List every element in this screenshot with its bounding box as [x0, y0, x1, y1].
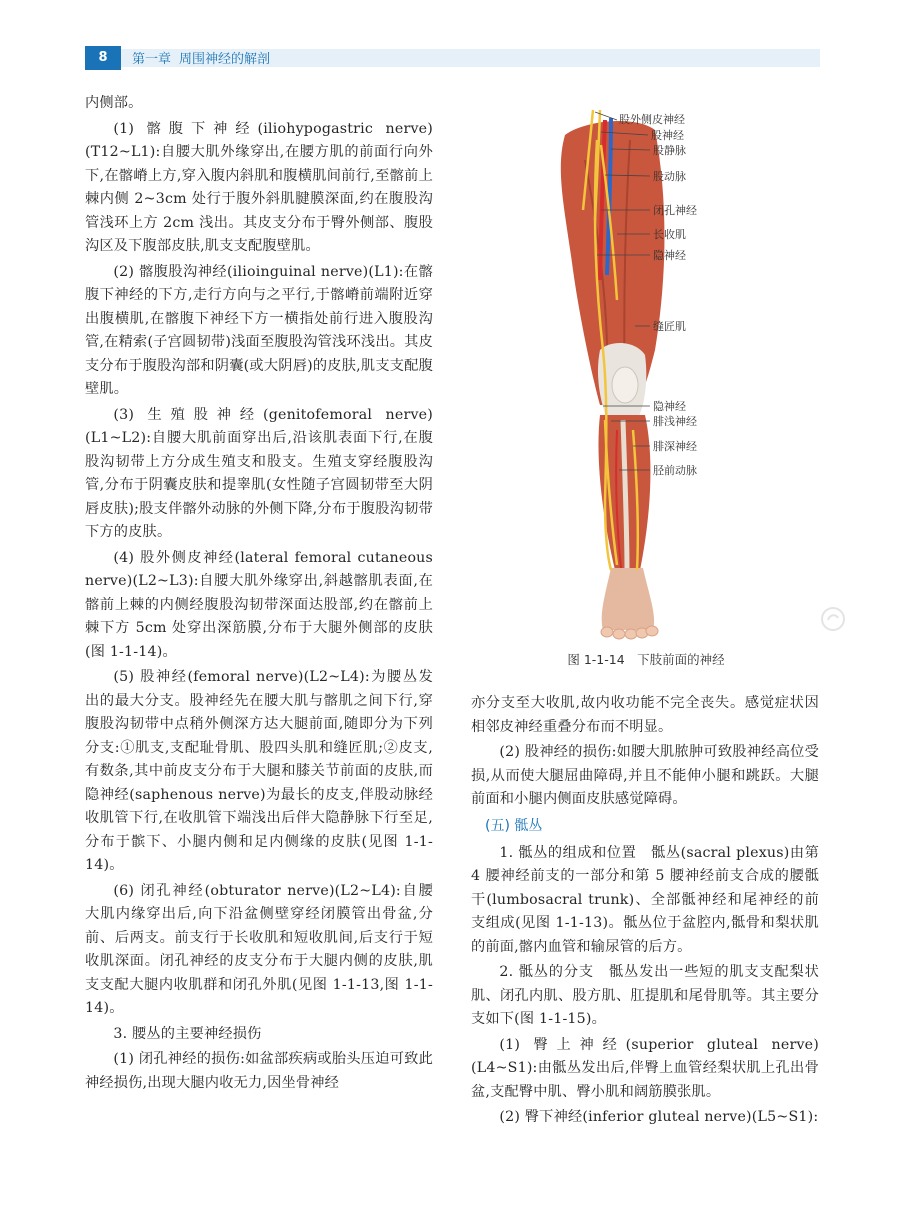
right-column	[471, 692, 819, 1130]
label-deep-peroneal-nerve: 腓深神经	[653, 440, 697, 453]
paragraph: 亦分支至大收肌,故内收功能不完全丧失。感觉症状因相邻皮神经重叠分布而不明显。	[471, 695, 819, 735]
figure-caption: 图 1-1-14 下肢前面的神经	[567, 652, 725, 667]
paragraph: (4) 股外侧皮神经(lateral femoral cutaneous nerve)(L2~L3):自腰大肌外缘穿出,斜越髂肌表面,在髂前上棘的内侧经腹股沟韧带深面达股部,约在髂前上棘下方 5cm 处穿出深筋膜,分布于大腿外侧部的皮肤(图 1-1-14)。	[85, 549, 433, 660]
paragraph: (2) 臀下神经(inferior gluteal nerve)(L5~S1):	[499, 1109, 819, 1125]
left-column	[85, 92, 433, 1095]
paragraph: (1) 臀上神经(superior gluteal nerve)(L4~S1):由骶丛发出后,伴臀上血管经梨状肌上孔出骨盆,支配臀中肌、臀小肌和阔筋膜张肌。	[471, 1036, 819, 1100]
subsection-heading: 3. 腰丛的主要神经损伤	[113, 1025, 262, 1042]
section-heading: (五) 骶丛	[485, 817, 543, 834]
chapter-number: 第一章	[132, 52, 172, 67]
label-superficial-peroneal-nerve: 腓浅神经	[653, 415, 697, 428]
label-femoral-artery: 股动脉	[653, 170, 686, 183]
paragraph: (1) 闭孔神经的损伤:如盆部疾病或胎头压迫可致此神经损伤,出现大腿内收无力,因坐骨神经	[85, 1051, 433, 1091]
chapter-heading	[132, 48, 278, 67]
paragraph: (5) 股神经(femoral nerve)(L2~L4):为腰丛发出的最大分支。股神经先在腰大肌与髂肌之间下行,穿腹股沟韧带中点稍外侧深方达大腿前面,随即分为下列分支:①肌支,支配耻骨肌、股四头肌和缝匠肌;②皮支,有数条,其中前皮支分布于大腿和膝关节前面的皮肤,而隐神经(saphenous nerve)为最长的皮支,伴股动脉经收肌管下行,在收肌管下端浅出后伴大隐静脉下行至足,分布于髌下、小腿内侧和足内侧缘的皮肤(见图 1-1-14)。	[85, 669, 433, 873]
label-femoral-nerve: 股神经	[651, 129, 684, 142]
page-number: 8	[85, 46, 121, 70]
paragraph: (3) 生殖股神经(genitofemoral nerve)(L1~L2):自腰大肌前面穿出后,沿该肌表面下行,在腹股沟韧带上方分成生殖支和股支。生殖支穿经腹股沟管,分布于阴囊皮肤和提睾肌(女性随子宫圆韧带至大阴唇皮肤);股支伴髂外动脉的外侧下降,分布于腹股沟韧带下方的皮肤。	[85, 406, 433, 540]
label-lateral-femoral-cutaneous-nerve: 股外侧皮神经	[619, 113, 685, 126]
paragraph: (2) 髂腹股沟神经(ilioinguinal nerve)(L1):在髂腹下神经的下方,走行方向与之平行,于髂嵴前端附近穿出腹横肌,在髂腹下神经下方一横指处前行进入腹股沟管,在精索(子宫圆韧带)浅面至腹股沟管浅环浅出。其皮支分布于腹股沟部和阴囊(或大阴唇)的皮肤,肌支支配腹壁肌。	[85, 263, 433, 397]
label-saphenous-nerve-lower: 隐神经	[653, 400, 686, 413]
label-femoral-vein: 股静脉	[653, 144, 686, 157]
leg-illustration	[545, 100, 735, 640]
label-saphenous-nerve: 隐神经	[653, 249, 686, 262]
label-anterior-tibial-artery: 胫前动脉	[653, 464, 697, 477]
foot	[602, 568, 654, 630]
leg-anatomy-figure	[545, 100, 735, 640]
paragraph: 2. 骶丛的分支 骶丛发出一些短的肌支支配梨状肌、闭孔内肌、股方肌、肛提肌和尾骨肌等。其主要分支如下(图 1-1-15)。	[471, 964, 819, 1027]
paragraph: (2) 股神经的损伤:如腰大肌脓肿可致股神经高位受损,从而使大腿屈曲障碍,并且不能伸小腿和跳跃。大腿前面和小腿内侧面皮肤感觉障碍。	[471, 744, 819, 807]
paragraph: 1. 骶丛的组成和位置 骶丛(sacral plexus)由第 4 腰神经前支的一部分和第 5 腰神经前支合成的腰骶干(lumbosacral trunk)、全部骶神经和尾神经的前支组成(见图 1-1-13)。骶丛位于盆腔内,骶骨和梨状肌的前面,髂内血管和输尿管的后方。	[471, 844, 819, 955]
watermark-icon	[820, 606, 846, 632]
label-adductor-longus: 长收肌	[653, 228, 686, 241]
chapter-title: 周围神经的解剖	[179, 52, 271, 67]
paragraph: 内侧部。	[85, 95, 143, 111]
label-sartorius: 缝匠肌	[653, 320, 686, 333]
paragraph: (6) 闭孔神经(obturator nerve)(L2~L4):自腰大肌内缘穿出后,向下沿盆侧壁穿经闭膜管出骨盆,分前、后两支。前支行于长收肌和短收肌间,后支行于短收肌深面。闭孔神经的皮支分布于大腿内侧的皮肤,肌支支配大腿内收肌群和闭孔外肌(见图 1-1-13,图 1-1-14)。	[85, 882, 433, 1016]
label-obturator-nerve: 闭孔神经	[653, 204, 697, 217]
paragraph: (1) 髂腹下神经(iliohypogastric nerve)(T12~L1):自腰大肌外缘穿出,在腰方肌的前面行向外下,在髂嵴上方,穿入腹内斜肌和腹横肌间前行,至髂前上棘内侧 2~3cm 处行于腹外斜肌腱膜深面,约在腹股沟管浅环上方 2cm 浅出。其皮支分布于臀外侧部、腹股沟区及下腹部皮肤,肌支支配腹壁肌。	[85, 120, 433, 254]
